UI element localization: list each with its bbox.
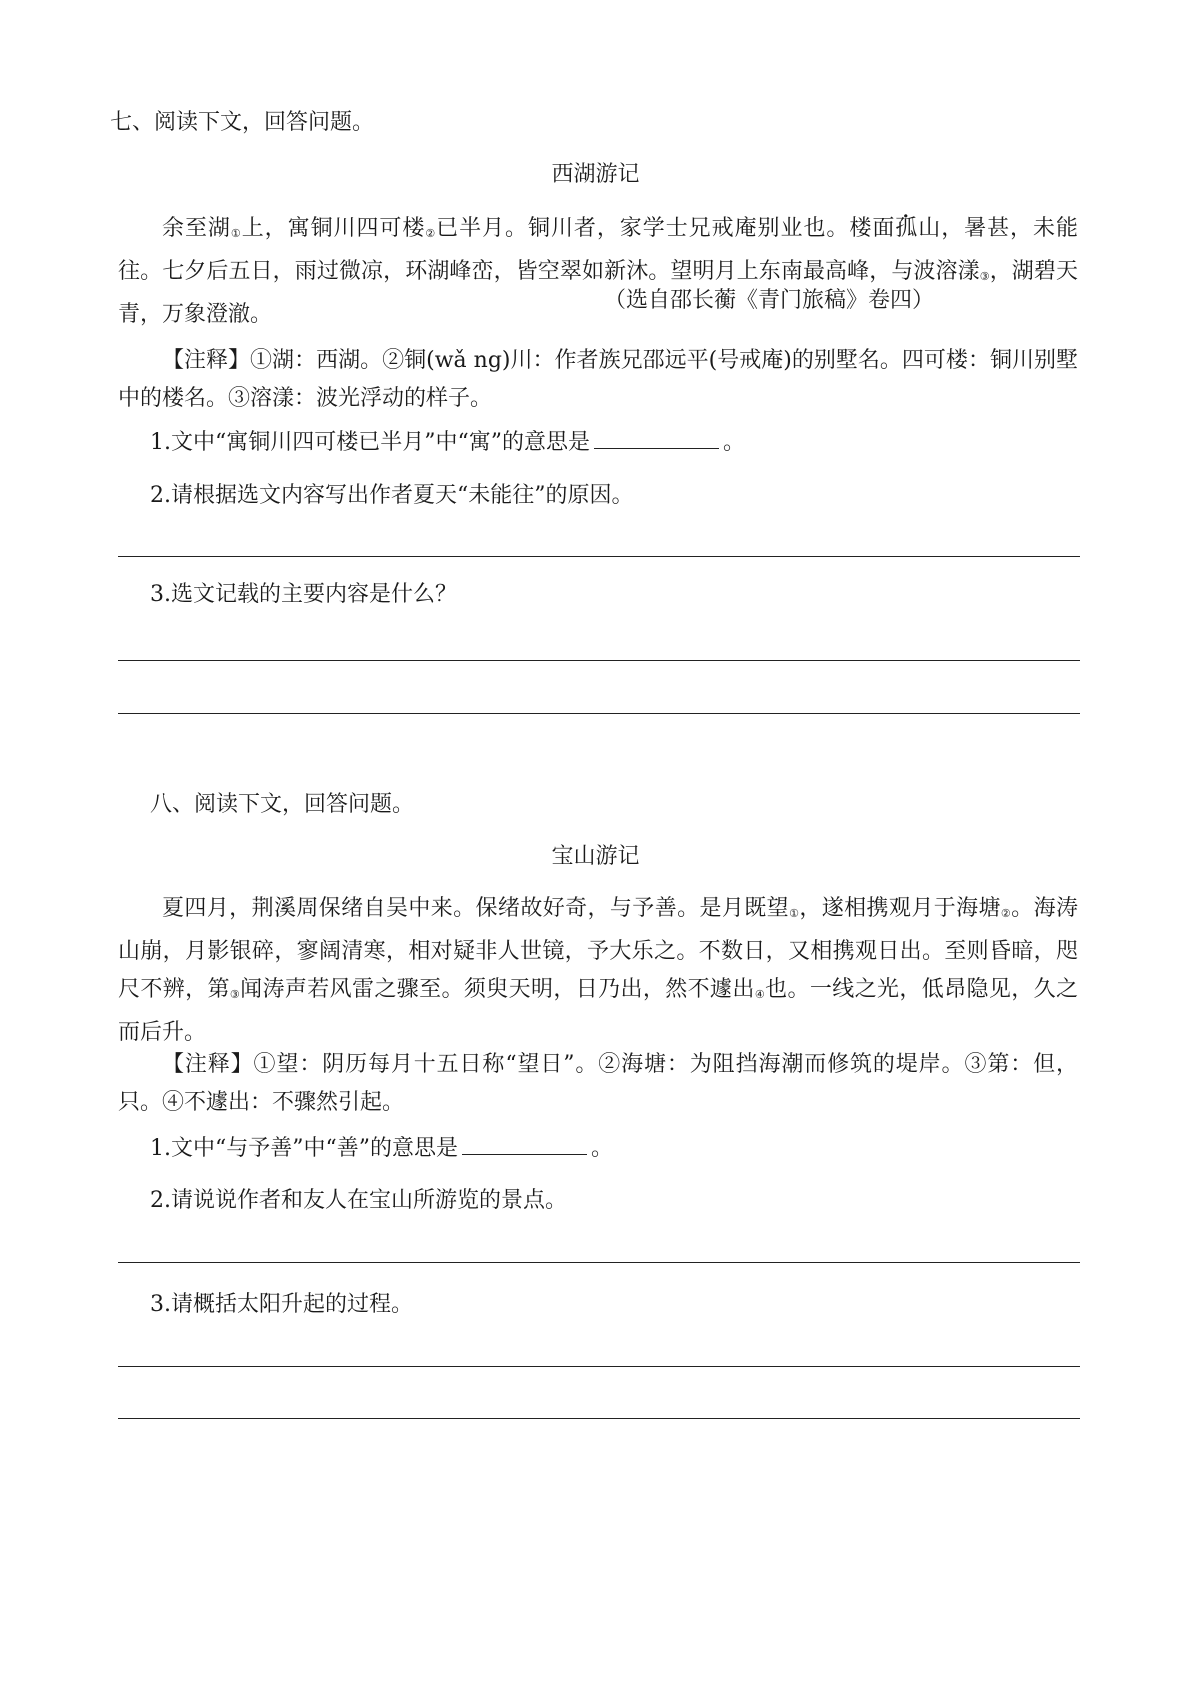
fill-in-blank[interactable] [594, 426, 719, 449]
section8-question1 [150, 1132, 613, 1164]
section8-passage [118, 890, 1078, 1052]
answer-line[interactable] [118, 1262, 1080, 1263]
section8-question2: 2.请说说作者和友人在宝山所游览的景点。 [150, 1188, 567, 1213]
answer-line[interactable] [118, 1418, 1080, 1419]
footnote-marker: ② [1000, 907, 1012, 920]
fill-in-blank[interactable] [462, 1132, 587, 1155]
answer-line[interactable] [118, 660, 1080, 661]
question-text: 1.文中“寓铜川四可楼已半月”中“寓”的意思是 [150, 430, 590, 455]
passage-text: ，遂相携观月于海塘 [799, 896, 1001, 921]
passage-text: 余至湖 [162, 216, 231, 241]
section8-note: 【注释】①望：阴历每月十五日称“望日”。②海塘：为阻挡海潮而修筑的堤岸。③第：但，只。④不遽出：不骤然引起。 [118, 1052, 1078, 1115]
question-text: 。 [590, 1136, 613, 1161]
section8-question3: 3.请概括太阳升起的过程。 [150, 1292, 413, 1317]
section7-note: 【注释】①湖：西湖。②铜(wǎ ng)川：作者族兄邵远平(号戒庵)的别墅名。四可楼：铜川别墅中的楼名。③溶漾：波光浮动的样子。 [118, 348, 1078, 411]
section7-question3: 3.选文记载的主要内容是什么？ [150, 582, 457, 607]
answer-line[interactable] [118, 713, 1080, 714]
section7-title: 西湖游记 [551, 162, 640, 187]
question-text: 。 [722, 430, 745, 455]
section7-question2: 2.请根据选文内容写出作者夏天“未能往”的原因。 [150, 483, 634, 508]
emphasized-character: 面 [872, 216, 896, 241]
passage-text: ，湖碧天青，万象澄澈。 [118, 259, 1078, 327]
footnote-marker: ④ [754, 988, 766, 1001]
section7-question1 [150, 426, 745, 458]
passage-text: 夏四月，荆溪周保绪自吴中来。保绪故好奇，与予善。是月既望 [162, 896, 790, 921]
footnote-marker: ① [230, 227, 242, 240]
passage-text: 孤山，暑甚，未能往。七夕后五日，雨过微凉，环湖峰峦，皆空翠如新沐。望明月上东南最高峰，与波溶漾 [118, 216, 1078, 284]
passage-text: 。海涛山崩，月影银碎，寥阔清寒，相对疑非人世镜，予大乐之。不数日，又相携观日出。至则昏暗，咫尺不辨，第 [118, 896, 1078, 1002]
answer-line[interactable] [118, 556, 1080, 557]
section7-heading: 七、阅读下文，回答问题。 [110, 110, 375, 135]
passage-text: 闻涛声若风雷之骤至。须臾天明，日乃出，然不遽出 [240, 977, 755, 1002]
footnote-marker: ③ [229, 988, 241, 1001]
footnote-marker: ② [425, 227, 437, 240]
passage-text: 已半月。铜川者，家学士兄戒庵别业也。楼 [436, 216, 873, 241]
footnote-marker: ① [789, 907, 800, 920]
section8-title: 宝山游记 [551, 844, 640, 869]
answer-line[interactable] [118, 1366, 1080, 1367]
section8-heading: 八、阅读下文，回答问题。 [150, 792, 415, 817]
passage-text: 也。一线之光，低昂隐见，久之而后升。 [118, 977, 1078, 1045]
passage-text: 上，寓铜川四可楼 [241, 216, 426, 241]
footnote-marker: ③ [979, 270, 990, 283]
question-text: 1.文中“与予善”中“善”的意思是 [150, 1136, 458, 1161]
section7-source: （选自邵长蘅《青门旅稿》卷四） [604, 288, 935, 313]
